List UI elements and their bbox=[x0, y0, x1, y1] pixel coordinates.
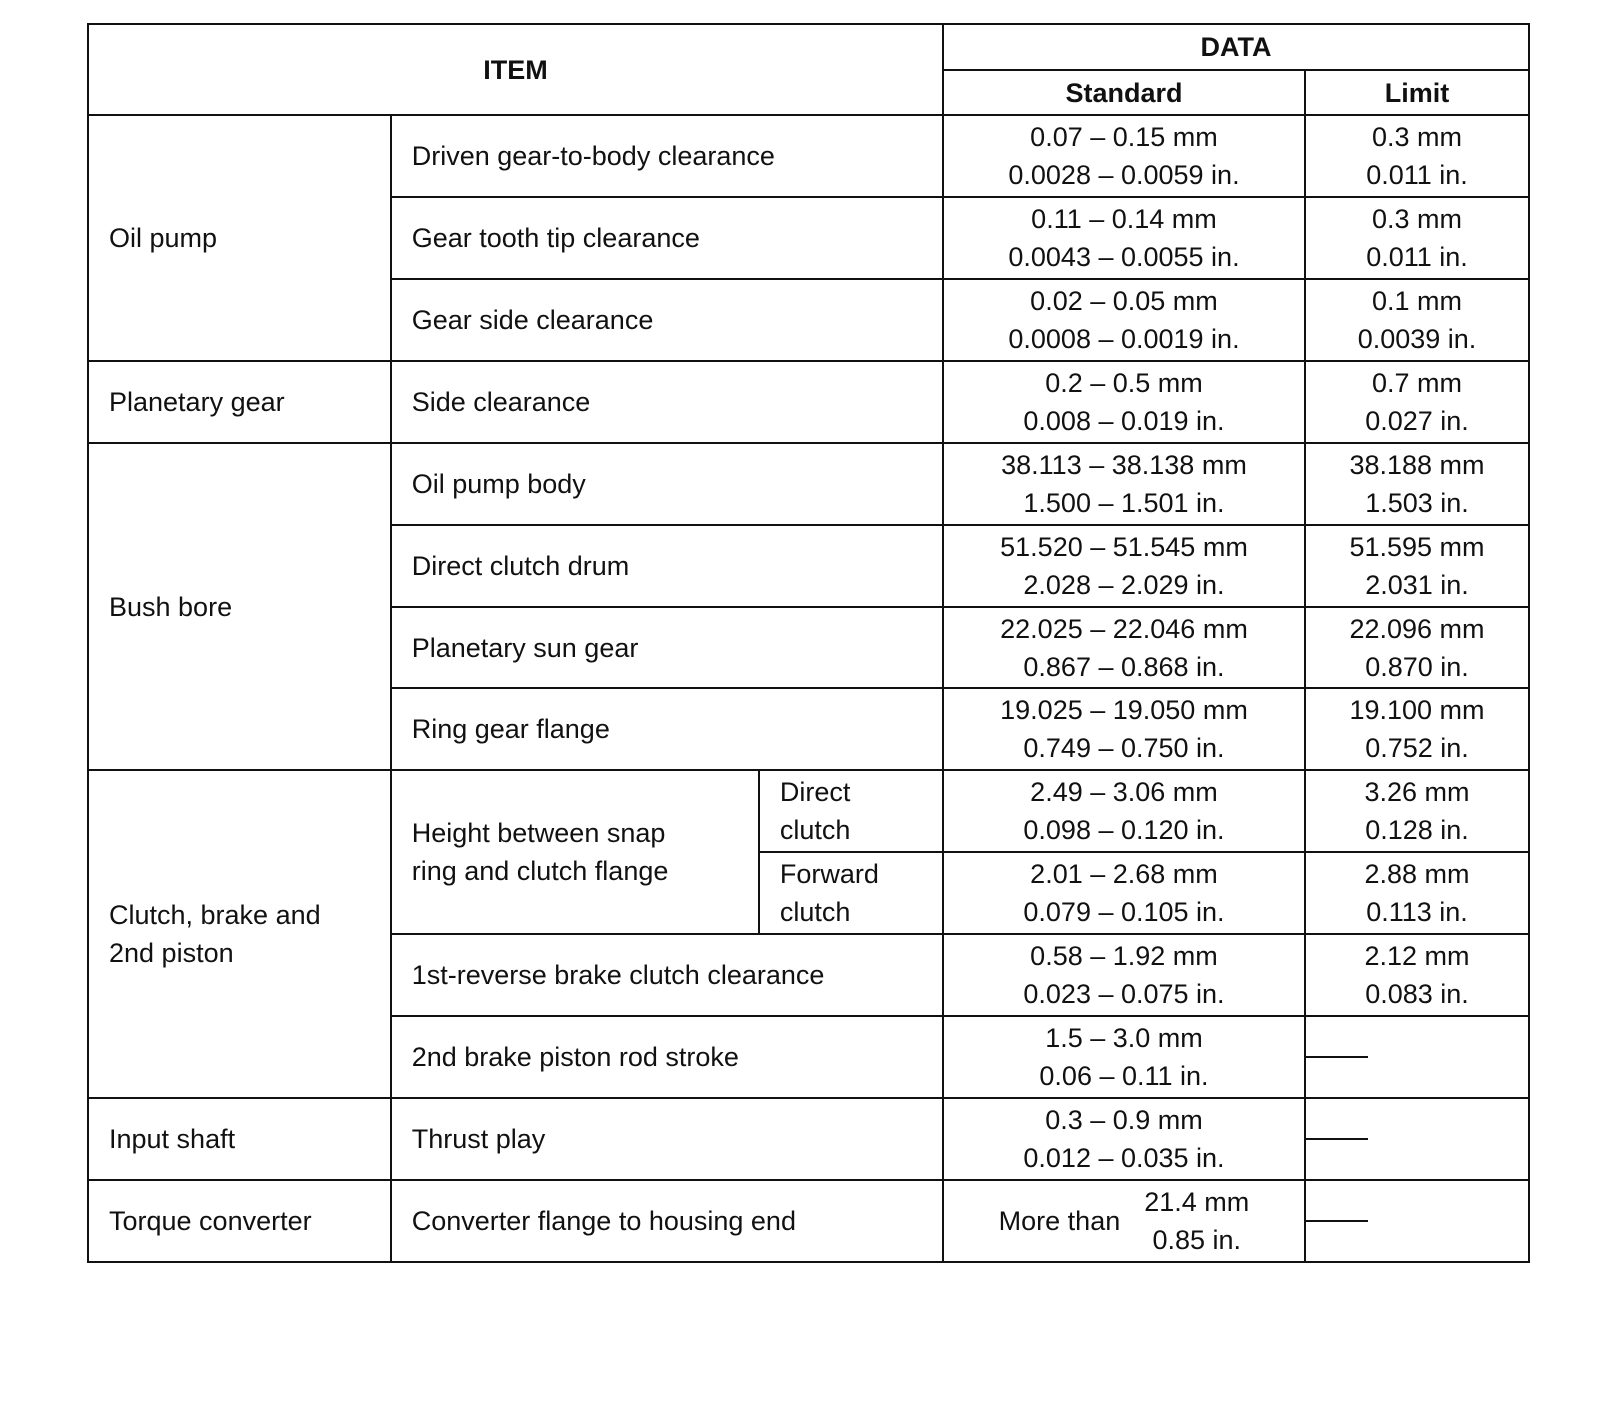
standard-value: 22.025 – 22.046 mm 0.867 – 0.868 in. bbox=[943, 607, 1305, 689]
table-row bbox=[88, 770, 1529, 852]
item-label: Converter flange to housing end bbox=[391, 1180, 943, 1262]
group-label-input-shaft: Input shaft bbox=[88, 1098, 391, 1180]
item-label: Driven gear-to-body clearance bbox=[391, 115, 943, 197]
item-label: 1st-reverse brake clutch clearance bbox=[391, 934, 943, 1016]
dash-mark bbox=[1306, 1138, 1368, 1140]
limit-value-none bbox=[1305, 1016, 1529, 1098]
group-label-bush-bore: Bush bore bbox=[88, 443, 391, 771]
table-row bbox=[88, 361, 1529, 443]
limit-value: 19.100 mm 0.752 in. bbox=[1305, 688, 1529, 770]
limit-value: 3.26 mm 0.128 in. bbox=[1305, 770, 1529, 852]
item-label-snap-ring-height: Height between snap ring and clutch flange bbox=[391, 770, 759, 934]
limit-value-none bbox=[1305, 1180, 1529, 1262]
item-header: ITEM bbox=[88, 24, 943, 115]
data-header: DATA bbox=[943, 24, 1529, 70]
item-label: 2nd brake piston rod stroke bbox=[391, 1016, 943, 1098]
standard-value: 38.113 – 38.138 mm 1.500 – 1.501 in. bbox=[943, 443, 1305, 525]
standard-value: 2.01 – 2.68 mm 0.079 – 0.105 in. bbox=[943, 852, 1305, 934]
group-label-planetary-gear: Planetary gear bbox=[88, 361, 391, 443]
item-label: Direct clutch drum bbox=[391, 525, 943, 607]
header-row-top bbox=[88, 24, 1529, 70]
more-than-prefix: More than bbox=[998, 1205, 1121, 1236]
table-row bbox=[88, 1098, 1529, 1180]
standard-value: 0.58 – 1.92 mm 0.023 – 0.075 in. bbox=[943, 934, 1305, 1016]
item-label: Thrust play bbox=[391, 1098, 943, 1180]
item-label: Gear tooth tip clearance bbox=[391, 197, 943, 279]
table-row bbox=[88, 443, 1529, 525]
group-label-clutch-brake: Clutch, brake and 2nd piston bbox=[88, 770, 391, 1098]
limit-value: 0.3 mm 0.011 in. bbox=[1305, 115, 1529, 197]
item-label: Ring gear flange bbox=[391, 688, 943, 770]
sub-item-forward-clutch: Forward clutch bbox=[759, 852, 943, 934]
limit-header: Limit bbox=[1305, 70, 1529, 115]
limit-value: 2.88 mm 0.113 in. bbox=[1305, 852, 1529, 934]
sub-item-direct-clutch: Direct clutch bbox=[759, 770, 943, 852]
group-label-torque-converter: Torque converter bbox=[88, 1180, 391, 1262]
standard-value: 0.07 – 0.15 mm 0.0028 – 0.0059 in. bbox=[943, 115, 1305, 197]
limit-value: 0.1 mm 0.0039 in. bbox=[1305, 279, 1529, 361]
standard-value: More than 21.4 mm 0.85 in. bbox=[943, 1180, 1305, 1262]
item-label: Oil pump body bbox=[391, 443, 943, 525]
specification-table bbox=[87, 23, 1530, 1263]
standard-value: 1.5 – 3.0 mm 0.06 – 0.11 in. bbox=[943, 1016, 1305, 1098]
table-row bbox=[88, 1180, 1529, 1262]
limit-value: 0.3 mm 0.011 in. bbox=[1305, 197, 1529, 279]
standard-value: 0.2 – 0.5 mm 0.008 – 0.019 in. bbox=[943, 361, 1305, 443]
table-row bbox=[88, 115, 1529, 197]
limit-value: 51.595 mm 2.031 in. bbox=[1305, 525, 1529, 607]
item-label: Planetary sun gear bbox=[391, 607, 943, 689]
standard-value: 51.520 – 51.545 mm 2.028 – 2.029 in. bbox=[943, 525, 1305, 607]
dash-mark bbox=[1306, 1220, 1368, 1222]
standard-header: Standard bbox=[943, 70, 1305, 115]
dash-mark bbox=[1306, 1056, 1368, 1058]
item-label: Gear side clearance bbox=[391, 279, 943, 361]
standard-value: 0.02 – 0.05 mm 0.0008 – 0.0019 in. bbox=[943, 279, 1305, 361]
standard-value: 2.49 – 3.06 mm 0.098 – 0.120 in. bbox=[943, 770, 1305, 852]
limit-value: 22.096 mm 0.870 in. bbox=[1305, 607, 1529, 689]
limit-value-none bbox=[1305, 1098, 1529, 1180]
limit-value: 2.12 mm 0.083 in. bbox=[1305, 934, 1529, 1016]
limit-value: 0.7 mm 0.027 in. bbox=[1305, 361, 1529, 443]
standard-value: 0.3 – 0.9 mm 0.012 – 0.035 in. bbox=[943, 1098, 1305, 1180]
limit-value: 38.188 mm 1.503 in. bbox=[1305, 443, 1529, 525]
standard-value: 19.025 – 19.050 mm 0.749 – 0.750 in. bbox=[943, 688, 1305, 770]
standard-value: 0.11 – 0.14 mm 0.0043 – 0.0055 in. bbox=[943, 197, 1305, 279]
item-label: Side clearance bbox=[391, 361, 943, 443]
group-label-oil-pump: Oil pump bbox=[88, 115, 391, 361]
